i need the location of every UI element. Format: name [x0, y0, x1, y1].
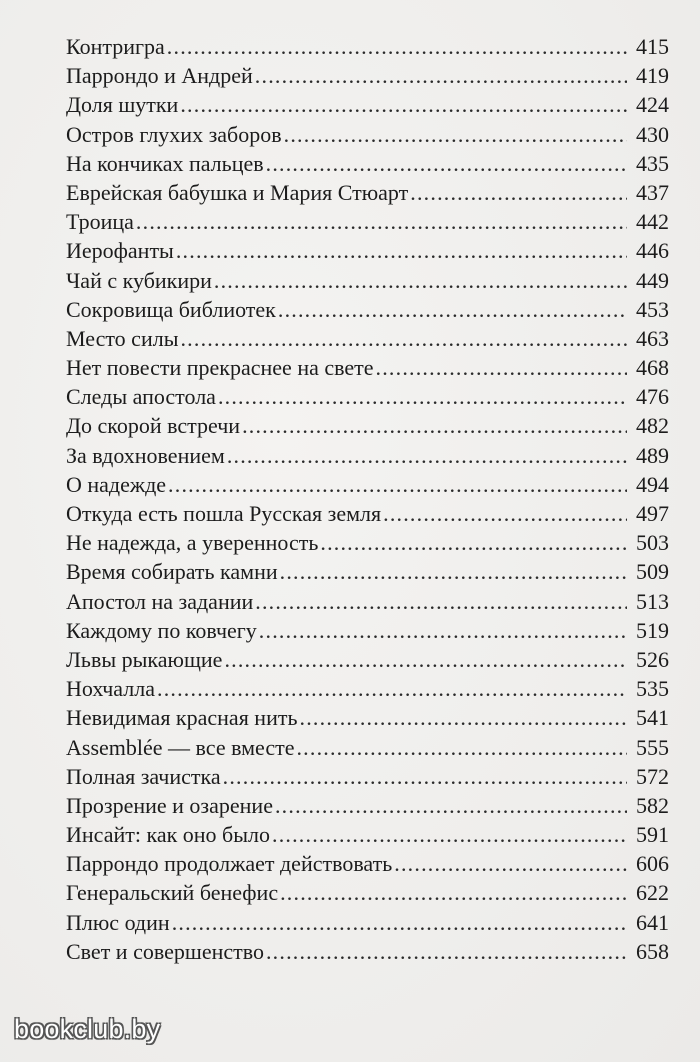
toc-entry-page-number: 442 [636, 209, 669, 235]
toc-entry-title: Нохчалла [66, 676, 155, 702]
toc-entry-title: Доля шутки [66, 92, 179, 118]
toc-entry-title: Контригра [66, 34, 165, 59]
toc-entry-page-number: 453 [636, 296, 669, 322]
toc-dot-leader [218, 382, 627, 411]
toc-entry-title: Паррондо продолжает действовать [66, 851, 393, 877]
toc-entry-title: Львы рыкающие [66, 646, 223, 672]
toc-entry-page-number: 494 [636, 471, 669, 497]
toc-entry-page-number: 449 [636, 267, 669, 293]
toc-entry-title: Паррондо и Андрей [66, 63, 253, 89]
toc-entry-page-number: 463 [636, 325, 669, 351]
toc-entry [66, 32, 669, 61]
toc-entry [66, 645, 669, 674]
toc-entry-title: Каждому по ковчегу [66, 617, 257, 643]
toc-entry [66, 266, 669, 295]
toc-entry [66, 557, 669, 586]
toc-dot-leader [272, 820, 627, 849]
toc-entry [66, 61, 669, 90]
toc-entry-page-number: 503 [636, 530, 669, 556]
toc-entry [66, 878, 669, 907]
toc-entry [66, 295, 669, 324]
toc-dot-leader [242, 411, 627, 440]
toc-entry-title: Откуда есть пошла Русская земля [66, 501, 382, 526]
toc-entry-title: Место силы [66, 325, 179, 351]
toc-entry-page-number: 526 [636, 646, 669, 672]
toc-entry-title: Остров глухих заборов [66, 121, 282, 147]
toc-entry [66, 820, 669, 849]
toc-entry-title: Иерофанты [66, 238, 174, 264]
toc-entry-title: О надежде [66, 471, 167, 497]
toc-entry-page-number: 476 [636, 384, 669, 410]
toc-entry-page-number: 513 [636, 588, 669, 614]
toc-dot-leader [410, 178, 627, 207]
toc-entry-page-number: 509 [636, 559, 669, 585]
toc-dot-leader [214, 266, 627, 295]
toc-dot-leader [223, 762, 627, 791]
toc-entry [66, 470, 669, 499]
toc-entry-title: Невидимая красная нить [66, 705, 298, 731]
toc-entry-page-number: 415 [636, 34, 669, 59]
toc-entry [66, 207, 669, 236]
toc-dot-leader [266, 149, 627, 178]
toc-entry-page-number: 482 [636, 413, 669, 439]
toc-entry [66, 587, 669, 616]
toc-dot-leader [320, 528, 627, 557]
toc-entry-page-number: 541 [636, 705, 669, 731]
toc-entry-page-number: 555 [636, 734, 669, 760]
toc-dot-leader [284, 120, 627, 149]
toc-entry-page-number: 424 [636, 92, 669, 118]
toc-dot-leader [168, 470, 627, 499]
toc-entry-page-number: 437 [636, 179, 669, 205]
toc-dot-leader [172, 908, 627, 937]
toc-entry [66, 528, 669, 557]
toc-entry-title: Сокровища библиотек [66, 296, 276, 322]
toc-dot-leader [280, 557, 627, 586]
toc-entry-title: На кончиках пальцев [66, 150, 264, 176]
toc-entry-page-number: 535 [636, 676, 669, 702]
toc-dot-leader [255, 61, 627, 90]
toc-entry [66, 411, 669, 440]
toc-entry-page-number: 591 [636, 822, 669, 848]
toc-dot-leader [266, 937, 627, 966]
toc-entry-title: До скорой встречи [66, 413, 241, 439]
toc-entry [66, 236, 669, 265]
toc-entry-title: Плюс один [66, 909, 170, 935]
toc-entry [66, 149, 669, 178]
toc-dot-leader [157, 674, 627, 703]
toc-dot-leader [180, 90, 627, 119]
toc-entry [66, 353, 669, 382]
toc-entry-page-number: 446 [636, 238, 669, 264]
toc-entry [66, 674, 669, 703]
toc-entry-page-number: 468 [636, 355, 669, 381]
toc-entry [66, 908, 669, 937]
toc-entry-page-number: 430 [636, 121, 669, 147]
toc-entry [66, 703, 669, 732]
toc-dot-leader [176, 236, 627, 265]
toc-dot-leader [224, 645, 627, 674]
toc-entry [66, 937, 669, 966]
toc-entry [66, 120, 669, 149]
toc-entry [66, 382, 669, 411]
toc-entry-title: Инсайт: как оно было [66, 822, 270, 848]
watermark-logo: bookclub.by [14, 1014, 161, 1044]
toc-dot-leader [278, 295, 627, 324]
toc-entry [66, 733, 669, 762]
toc-entry [66, 441, 669, 470]
toc-entry [66, 90, 669, 119]
toc-entry-page-number: 582 [636, 792, 669, 818]
toc-entry-title: Еврейская бабушка и Мария Стюарт [66, 179, 409, 205]
toc-entry-title: Не надежда, а уверенность [66, 530, 319, 556]
toc-entry-title: Прозрение и озарение [66, 792, 273, 818]
toc-entry-page-number: 572 [636, 763, 669, 789]
toc-dot-leader [383, 499, 627, 528]
table-of-contents [66, 32, 669, 966]
toc-dot-leader [275, 791, 627, 820]
toc-entry-page-number: 622 [636, 880, 669, 906]
toc-entry-title: Время собирать камни [66, 559, 278, 585]
toc-entry-page-number: 641 [636, 909, 669, 935]
toc-entry-title: Свет и совершенство [66, 938, 264, 964]
toc-entry [66, 499, 669, 528]
toc-dot-leader [227, 441, 627, 470]
toc-entry [66, 324, 669, 353]
toc-dot-leader [167, 32, 627, 61]
toc-entry-title: Assemblée — все вместе [66, 734, 295, 760]
toc-entry-page-number: 658 [636, 938, 669, 964]
toc-entry-page-number: 489 [636, 442, 669, 468]
toc-dot-leader [394, 849, 627, 878]
toc-dot-leader [296, 733, 627, 762]
toc-entry [66, 616, 669, 645]
toc-entry-page-number: 419 [636, 63, 669, 89]
toc-entry-page-number: 435 [636, 150, 669, 176]
toc-entry-title: Чай с кубикири [66, 267, 212, 293]
toc-entry [66, 849, 669, 878]
toc-dot-leader [259, 616, 627, 645]
toc-entry-page-number: 606 [636, 851, 669, 877]
toc-dot-leader [180, 324, 627, 353]
toc-entry-title: Следы апостола [66, 384, 216, 410]
toc-dot-leader [376, 353, 627, 382]
toc-dot-leader [300, 703, 627, 732]
toc-entry [66, 762, 669, 791]
toc-entry [66, 178, 669, 207]
toc-entry-title: Полная зачистка [66, 763, 221, 789]
toc-entry-title: Апостол на задании [66, 588, 254, 614]
toc-dot-leader [136, 207, 627, 236]
toc-dot-leader [280, 878, 627, 907]
toc-entry [66, 791, 669, 820]
toc-entry-title: За вдохновением [66, 442, 225, 468]
toc-entry-title: Нет повести прекраснее на свете [66, 355, 374, 381]
toc-entry-page-number: 497 [636, 501, 669, 526]
toc-entry-title: Троица [66, 209, 134, 235]
toc-dot-leader [255, 587, 627, 616]
toc-entry-page-number: 519 [636, 617, 669, 643]
toc-entry-title: Генеральский бенефис [66, 880, 279, 906]
